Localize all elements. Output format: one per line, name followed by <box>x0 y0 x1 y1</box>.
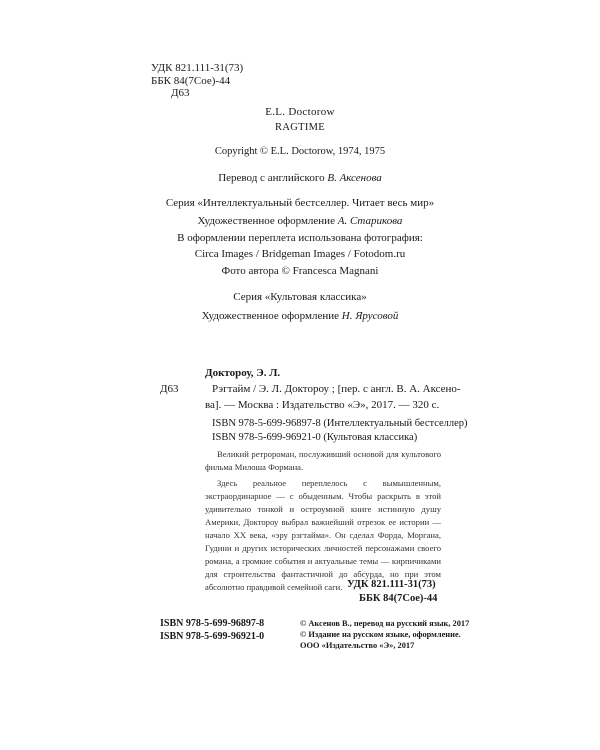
original-author: E.L. Doctorow <box>265 106 335 118</box>
catalog-line1: Рэгтайм / Э. Л. Доктороу ; [пер. с англ. В. А. Аксено- <box>212 383 461 395</box>
footer-isbn1: ISBN 978-5-699-96897-8 <box>160 618 265 629</box>
copyright-translation: © Аксенов В., перевод на русский язык, 2017 <box>300 619 470 628</box>
author-photo-credit: Фото автора © Francesca Magnani <box>221 265 379 277</box>
series2-designer: Н. Ярусовой <box>341 310 399 322</box>
catalog-sign: Д63 <box>160 383 179 395</box>
bottom-bbk: ББК 84(7Сое)-44 <box>359 593 438 604</box>
series1-line: Серия «Интеллектуальный бестселлер. Читает весь мир» <box>165 197 435 209</box>
catalog-heading: Доктороу, Э. Л. <box>205 367 281 379</box>
catalog-isbn1: ISBN 978-5-699-96897-8 (Интеллектуальный бестселлер) <box>212 418 468 429</box>
catalog-line2: ва]. — Москва : Издательство «Э», 2017. — 320 с. <box>205 399 440 411</box>
translation-prefix: Перевод с английского <box>218 172 328 184</box>
author-sign: Д63 <box>171 87 190 99</box>
series2-design <box>0 310 600 322</box>
footer-copyright <box>300 618 469 651</box>
udk-code: УДК 821.111-31(73) <box>151 62 244 74</box>
series2-design-prefix: Художественное оформление <box>201 310 342 322</box>
photo-credit-line1: В оформлении переплета использована фотография: <box>177 232 423 244</box>
photo-credit-line2: Circa Images / Bridgeman Images / Fotodom.ru <box>194 248 406 260</box>
original-title: RAGTIME <box>275 122 325 133</box>
translator-name: В. Аксенова <box>327 172 382 184</box>
annotation-paragraph-1: Великий ретророман, послуживший основой для культового фильма Милоша Формана. <box>205 449 441 472</box>
series1-design <box>0 215 600 227</box>
footer-isbn2: ISBN 978-5-699-96921-0 <box>160 630 265 642</box>
annotation <box>205 448 441 594</box>
footer-isbns <box>160 618 264 643</box>
series1-designer: А. Старикова <box>337 215 403 227</box>
copyright-publisher: ООО «Издательство «Э», 2017 <box>300 641 415 650</box>
bbk-code: ББК 84(7Сое)-44 <box>151 74 231 87</box>
original-copyright: Copyright © E.L. Doctorow, 1974, 1975 <box>214 146 386 157</box>
series1-design-prefix: Художественное оформление <box>197 215 338 227</box>
copyright-edition: © Издание на русском языке, оформление. <box>300 630 461 639</box>
top-codes <box>151 62 243 100</box>
catalog-isbn2: ISBN 978-5-699-96921-0 (Культовая классика) <box>212 432 418 443</box>
bottom-udk: УДК 821.111-31(73) <box>347 579 436 590</box>
annotation-paragraph-2: Здесь реальное переплелось с вымышленным, экстраординарное — с обыденным. Чтобы раскрыть в этой удивительно тонкой и остроумной книге истинную душу Америки, Доктороу выбрал важнейший отрезок ее истории — начало XX века, «эру рэгтайма». Он сделал Форда, Моргана, Гудини и других исторических личностей персонажами своего романа, а громкие события и актуальные темы — кирпичиками для строительства фантастичной до абсурда, но при этом абсолютно правдивой семейной саги. <box>205 478 441 592</box>
series2-line: Серия «Культовая классика» <box>233 291 367 303</box>
translation-line <box>0 172 600 184</box>
